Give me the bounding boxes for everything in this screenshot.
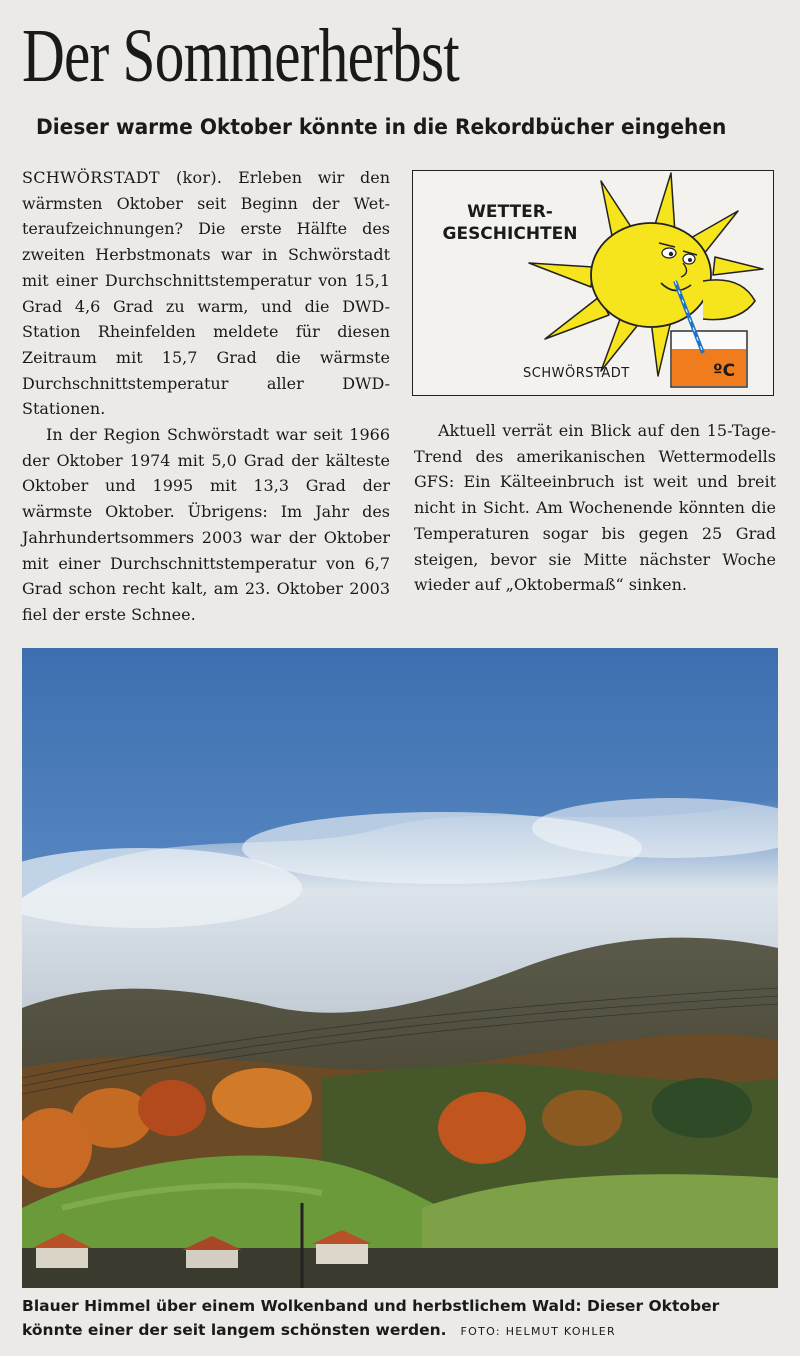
caption-text: Blauer Himmel über einem Wolkenband und herbstlichem Wald: Dieser Oktober könnte einer der seit langem schönsten werden. xyxy=(22,1297,720,1339)
subheadline: Dieser warme Oktober könnte in die Rekordbücher eingehen xyxy=(36,115,727,139)
photo-credit: FOTO: HELMUT KOHLER xyxy=(460,1325,616,1338)
article-column-left xyxy=(22,165,390,628)
paragraph-3: Aktuell verrät ein Blick auf den 15-Tage-Trend des amerikanischen Wettermodells GFS: Ein Kälteeinbruch ist weit und breit nicht in Sicht. Am Wochenende könnten die Temperaturen sogar bis gegen 25 Grad steigen, bevor sie Mitte nächster Woche wieder auf „Oktobermaß“ sinken. xyxy=(414,421,776,595)
logo-town: SCHWÖRSTADT xyxy=(523,366,630,381)
article-column-right xyxy=(414,418,776,598)
photo-caption xyxy=(22,1294,778,1344)
logo-title xyxy=(425,201,595,245)
headline: Der Sommerherbst xyxy=(22,14,459,98)
paragraph-1 xyxy=(22,165,390,422)
logo-title-line2: GESCHICHTEN xyxy=(442,224,578,244)
landscape-photo xyxy=(22,648,778,1288)
logo-title-line1: WETTER- xyxy=(467,202,553,222)
paragraph-2: In der Region Schwörstadt war seit 1966 der Oktober 1974 mit 5,0 Grad der kälteste Oktober und 1995 mit 13,3 Grad der wärmste Oktober. Übrigens: Im Jahr des Jahrhundertsommers 2003 war der Oktober mit einer Durchschnittstemperatur von 6,7 Grad schon recht kalt, am 23. Oktober 2003 fiel der erste Schnee. xyxy=(22,425,390,624)
dateline: SCHWÖRSTADT (kor). xyxy=(22,168,223,187)
paragraph-1-text: Erleben wir den wärmsten Oktober seit Beginn der Wetteraufzeichnungen? Die erste Hälfte des zweiten Herbstmonats war in Schwörstadt mit einer Durchschnittstemperatur von 15,1 Grad 4,6 Grad zu warm, und die DWD-Station Rheinfelden meldete für diesen Zeitraum mit 15,7 Grad die wärmste Durchschnittstemperatur aller DWD-Stationen. xyxy=(22,168,390,419)
wettergeschichten-logo xyxy=(412,170,774,396)
logo-unit: ºC xyxy=(713,361,736,381)
